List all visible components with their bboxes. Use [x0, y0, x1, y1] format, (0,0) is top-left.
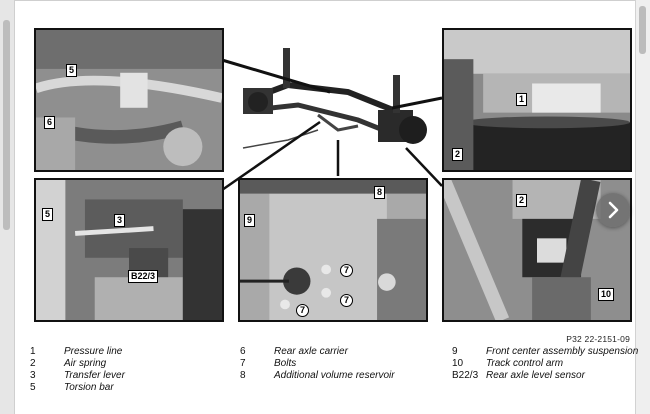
legend-label: Rear axle carrier [274, 346, 348, 357]
callout-label: 1 [516, 93, 527, 106]
legend-label: Bolts [274, 358, 297, 369]
left-scrollbar-thumb[interactable] [3, 20, 10, 230]
photo-panel-bottom-left [34, 178, 224, 322]
legend-label: Front center assembly suspension [486, 346, 639, 357]
legend-number: 2 [30, 358, 36, 369]
legend-label: Track control arm [486, 358, 564, 369]
legend-item [240, 370, 395, 382]
legend-item [452, 358, 563, 370]
legend-item [30, 370, 125, 382]
legend-label: Torsion bar [64, 382, 114, 393]
photo-panel-top-right [442, 28, 632, 172]
callout-label: 6 [44, 116, 55, 129]
callout-label: 9 [244, 214, 255, 227]
callout-label: 2 [452, 148, 463, 161]
legend-number: 7 [240, 358, 246, 369]
photo-panel-bottom-middle [238, 178, 428, 322]
callout-label: 5 [66, 64, 77, 77]
next-page-button[interactable] [596, 193, 630, 227]
legend-number: 8 [240, 370, 246, 381]
callout-label: 3 [114, 214, 125, 227]
callout-label: 8 [374, 186, 385, 199]
callout-label: 5 [42, 208, 53, 221]
callout-label: 2 [516, 194, 527, 207]
legend-item [30, 358, 106, 370]
legend-item [452, 370, 585, 382]
page-top-edge [14, 0, 636, 1]
legend-number: 3 [30, 370, 36, 381]
photo-panel-top-left [34, 28, 224, 172]
callout-label: B22/3 [128, 270, 158, 283]
legend-label: Transfer lever [64, 370, 125, 381]
callout-label: 7 [340, 294, 353, 307]
legend-item [30, 346, 122, 358]
legend-number: B22/3 [452, 370, 479, 381]
right-scrollbar-thumb[interactable] [639, 6, 646, 54]
figure-reference-code: P32 22-2151-09 [566, 334, 630, 344]
legend-number: 1 [30, 346, 36, 357]
legend-label: Air spring [64, 358, 107, 369]
legend-number: 5 [30, 382, 36, 393]
chevron-right-icon [596, 193, 630, 227]
left-scrollbar[interactable] [0, 0, 15, 414]
legend-item [30, 382, 114, 394]
legend-label: Rear axle level sensor [486, 370, 585, 381]
legend-label: Additional volume reservoir [274, 370, 395, 381]
legend-number: 6 [240, 346, 246, 357]
callout-label: 10 [598, 288, 614, 301]
callout-label: 7 [296, 304, 309, 317]
legend-label: Pressure line [64, 346, 123, 357]
legend-number: 10 [452, 358, 464, 369]
legend-number: 9 [452, 346, 458, 357]
axle-overview-drawing [228, 30, 443, 178]
legend-item [452, 346, 638, 358]
legend-item [240, 358, 296, 370]
legend-item [240, 346, 348, 358]
callout-label: 7 [340, 264, 353, 277]
